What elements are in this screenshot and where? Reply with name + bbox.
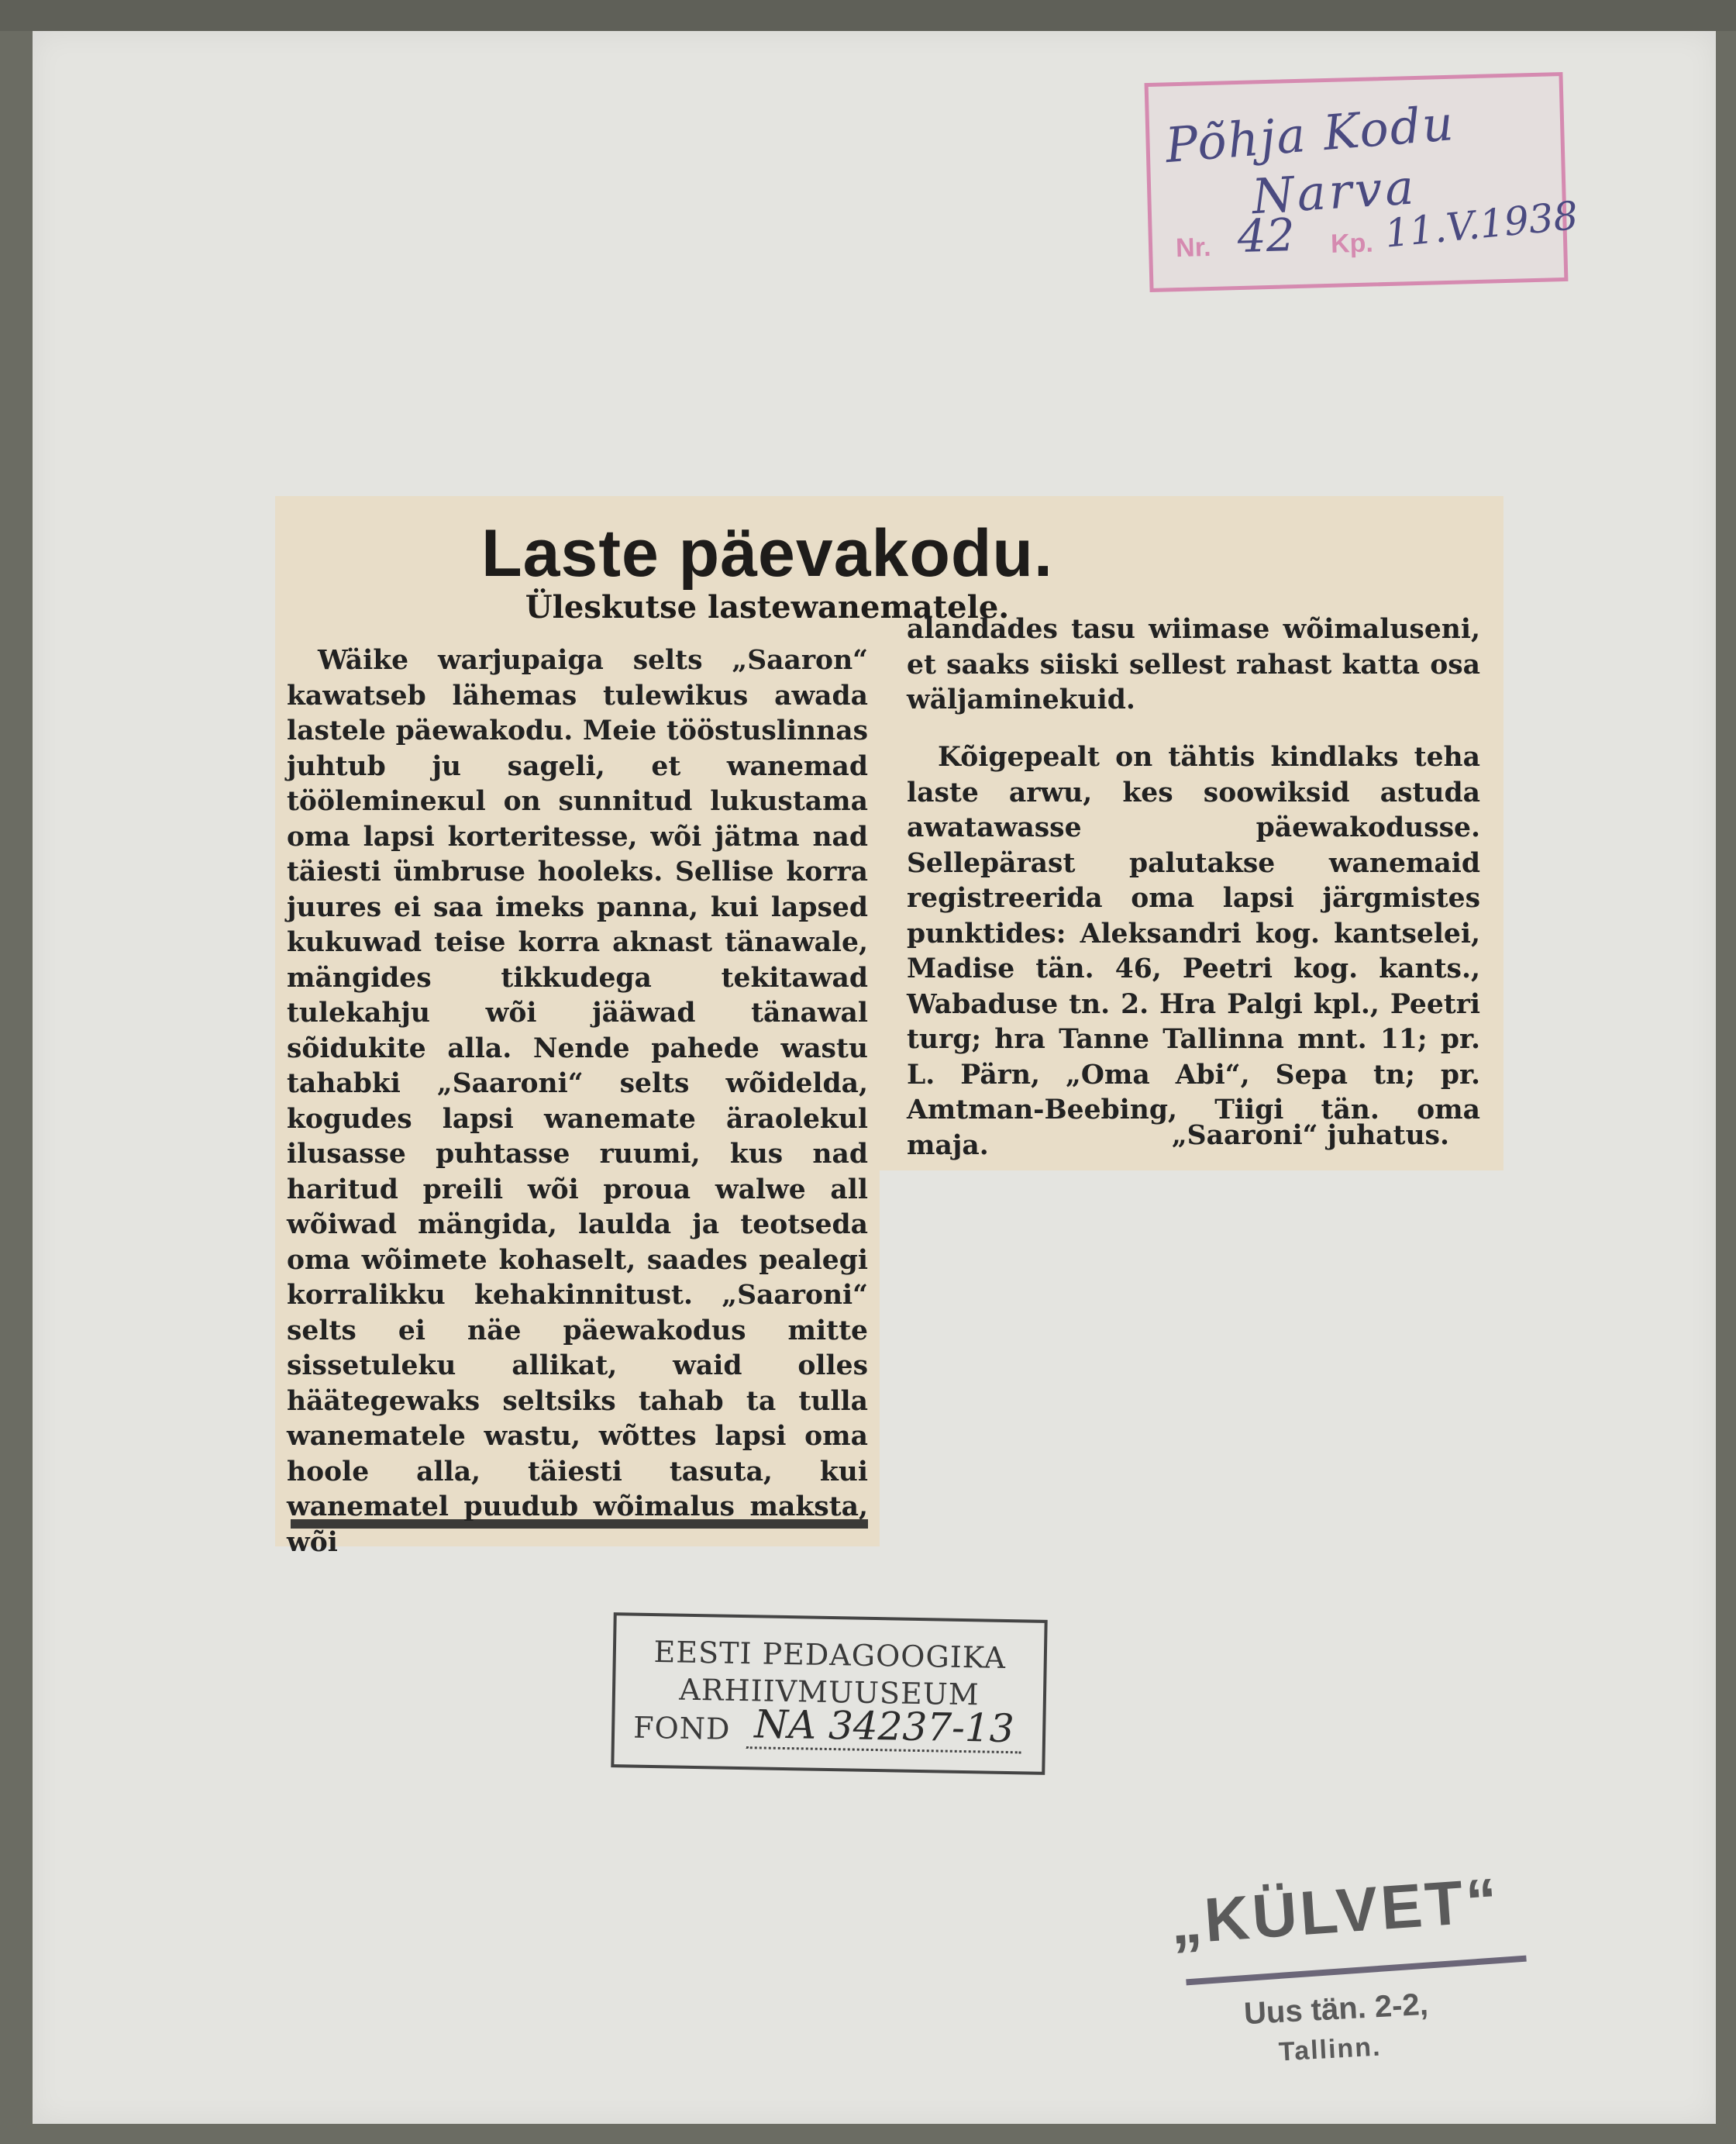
kulvet-city: Tallinn. — [1278, 2032, 1383, 2067]
archive-stamp-nr-value: 42 — [1236, 209, 1296, 264]
museum-stamp-line1: EESTI PEDAGOOGIKA — [653, 1635, 1007, 1675]
archive-stamp-nr-label: Nr. — [1175, 232, 1211, 264]
museum-stamp-fond-number: NA 34237-13 — [746, 1701, 1022, 1753]
article-headline: Laste päevakodu. — [481, 516, 1053, 591]
museum-stamp-fond-label: FOND — [632, 1710, 731, 1746]
museum-stamp — [611, 1612, 1047, 1775]
article-column-left: Wäike warjupaiga selts „Saaron“ kawatseb lähemas tulewikus awada lastele päewakodu. Meie tööstuslinnas juhtub ju sageli, et wanemad töölemineкul on sunnitud lukustama oma lapsi korteritesse, wõi jätma nad täiesti ümbruse hooleks. Sellise korra juures ei saa imeks panna, kui lapsed kukuwad teise korra aknast tänawale, mängides tikkudega tekitawad tulekahju wõi jääwad tänawal sõidukite alla. Nende pahede wastu tahabki „Saaroni“ selts wõidelda, kogudes lapsi wanemate äraolekul ilusasse puhtasse ruumi, kus nad haritud preili wõi proua walwe all wõiwad mängida, laulda ja teotseda oma wõimete kohaselt, saades pealegi korralikku kehakinnitust. „Saaroni“ selts ei näe päewakodus mitte sissetuleku allikat, waid olles häätegewaks seltsiks tahab ta tulla wanematele wastu, wõttes lapsi oma hoole alla, täiesti tasuta, kui wanematel puudub wõimalus maksta, wõi — [287, 645, 868, 1558]
article-column-right-paragraph: Kõigepealt on tähtis kindlaks teha laste arwu, kes soowiksid astuda awatawasse päewakodusse. Sellepärast palutakse wanemaid registreerida oma lapsi järgmistes punktides: Aleksandri kog. kantselei, Madise tän. 46, Peetri kog. kants., Wabaduse tn. 2. Hra Palgi kpl., Peetri turg; hra Tanne Tallinna mnt. 11; pr. L. Pärn, „Oma Abi“, Sepa tn; pr. Amtman-Beebing, Tiigi tän. oma maja. — [907, 742, 1480, 1161]
kulvet-stamp — [1168, 1865, 1542, 2108]
archive-stamp — [1145, 72, 1580, 292]
article-column-right-continuation: alandades tasu wiimase wõimaluseni, et saaks siiski sellest rahast katta osa wäljaminekuid. — [907, 614, 1480, 715]
kulvet-name: „KÜLVET“ — [1168, 1865, 1503, 1957]
archive-stamp-kp-label: Kp. — [1330, 228, 1374, 259]
scan-background — [0, 0, 1736, 31]
museum-stamp-line2: ARHIIVMUUSEUM — [679, 1672, 980, 1712]
archive-stamp-date: 11.V.1938 — [1383, 192, 1580, 257]
kulvet-underline — [1186, 1956, 1526, 1986]
article-signature: „Saaroni“ juhatus. — [1171, 1120, 1449, 1151]
article-subheadline: Üleskutse lastewanematele. — [525, 589, 1010, 626]
archive-stamp-place: Narva — [1250, 158, 1419, 226]
kulvet-address: Uus tän. 2-2, — [1242, 1987, 1429, 2032]
archive-stamp-newspaper: Põhja Kodu — [1163, 94, 1457, 174]
